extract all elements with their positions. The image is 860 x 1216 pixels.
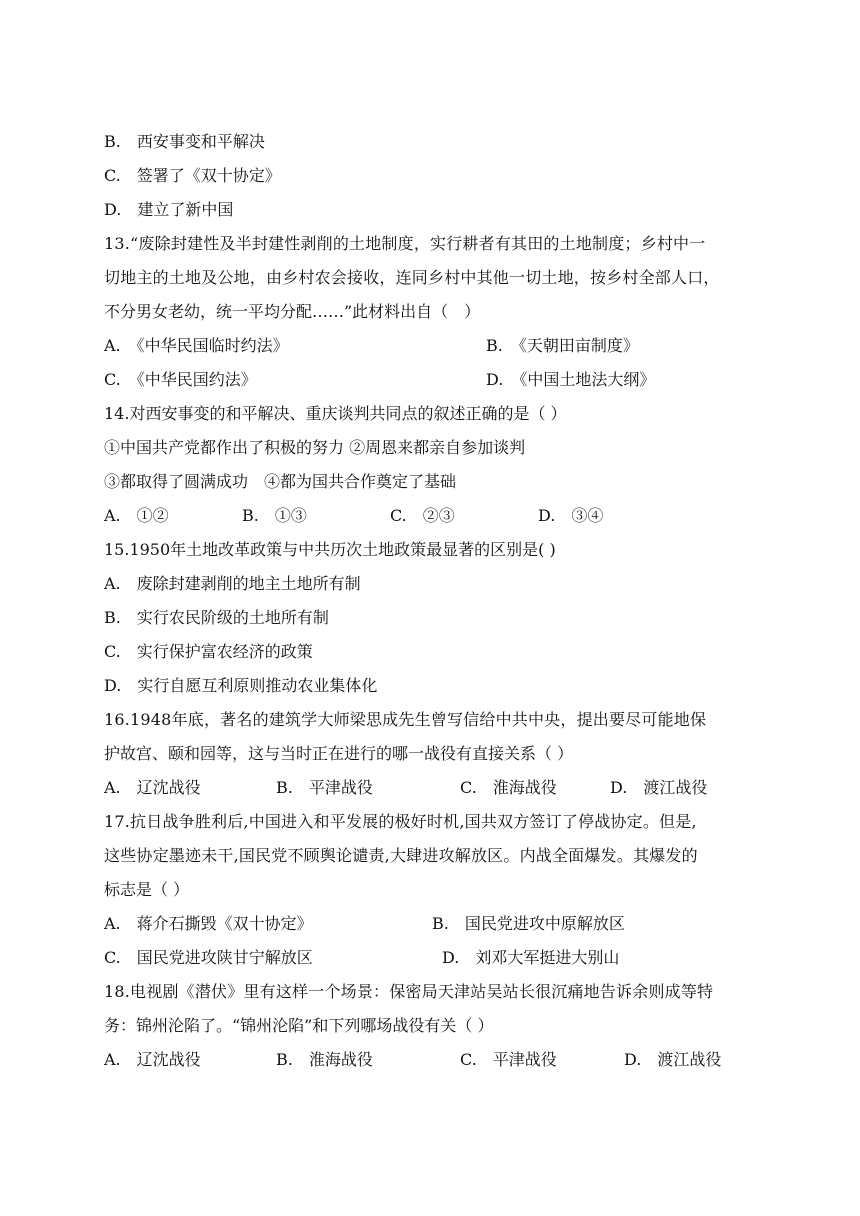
q14-statements-1: ①中国共产党都作出了积极的努力 ②周恩来都亲自参加谈判 [104,438,526,457]
q17-option-d: D. 刘邓大军挺进大别山 [442,948,620,967]
q14-option-d: D. ③④ [538,506,604,525]
q18-option-a: A. 辽沈战役 [104,1050,201,1069]
q18-option-d: D. 渡江战役 [624,1050,722,1069]
q15-option-c: C. 实行保护富农经济的政策 [104,642,313,661]
q13-option-b: B. 《天朝田亩制度》 [486,336,639,355]
q17-stem-line-2: 这些协定墨迹未干,国民党不顾舆论谴责,大肆进攻解放区。内战全面爆发。其爆发的 [104,846,698,865]
q15-option-b: B. 实行农民阶级的土地所有制 [104,608,329,627]
q16-option-d: D. 渡江战役 [610,778,708,797]
q15-stem: 15.1950年土地改革政策与中共历次土地政策最显著的区别是( ) [104,540,556,559]
q17-option-b: B. 国民党进攻中原解放区 [432,914,625,933]
q12-option-b: B. 西安事变和平解决 [104,132,265,151]
q14-option-b: B. ①③ [242,506,307,525]
q13-stem-line-1: 13.“废除封建性及半封建性剥削的土地制度，实行耕者有其田的土地制度；乡村中一 [104,234,706,253]
q18-option-b: B. 淮海战役 [276,1050,373,1069]
q13-stem-line-2: 切地主的土地及公地，由乡村农会接收，连同乡村中其他一切土地，按乡村全部人口， [104,268,720,287]
q17-stem-line-3: 标志是（ ） [104,880,190,899]
q13-option-d: D. 《中国土地法大纲》 [486,370,656,389]
q16-stem-line-1: 16.1948年底，著名的建筑学大师梁思成先生曾写信给中共中央，提出要尽可能地保 [104,710,707,729]
q14-option-a: A. ①② [104,506,169,525]
q16-stem-line-2: 护故宫、颐和园等，这与当时正在进行的哪一战役有直接关系（ ） [104,744,574,763]
q15-option-a: A. 废除封建剥削的地主土地所有制 [104,574,361,593]
q16-option-c: C. 淮海战役 [460,778,557,797]
q15-option-d: D. 实行自愿互利原则推动农业集体化 [104,676,378,695]
q14-stem: 14.对西安事变的和平解决、重庆谈判共同点的叙述正确的是（ ） [104,404,567,423]
q18-stem-line-1: 18.电视剧《潜伏》里有这样一个场景：保密局天津站吴站长很沉痛地告诉余则成等特 [104,982,714,1001]
q13-option-a: A. 《中华民国临时约法》 [104,336,289,355]
q12-option-c: C. 签署了《双十协定》 [104,166,281,185]
q18-stem-line-2: 务：锦州沦陷了。“锦州沦陷”和下列哪场战役有关（ ） [104,1016,494,1035]
q13-option-c: C. 《中华民国约法》 [104,370,257,389]
q16-option-a: A. 辽沈战役 [104,778,201,797]
q17-stem-line-1: 17.抗日战争胜利后,中国进入和平发展的极好时机,国共双方签订了停战协定。但是, [104,812,697,831]
q18-option-c: C. 平津战役 [460,1050,557,1069]
q12-option-d: D. 建立了新中国 [104,200,234,219]
q17-option-c: C. 国民党进攻陕甘宁解放区 [104,948,313,967]
q14-option-c: C. ②③ [390,506,455,525]
q17-option-a: A. 蒋介石撕毁《双十协定》 [104,914,313,933]
q14-statements-2: ③都取得了圆满成功 ④都为国共合作奠定了基础 [104,472,457,491]
q13-stem-line-3: 不分男女老幼，统一平均分配……”此材料出自（ ） [104,302,481,321]
q16-option-b: B. 平津战役 [276,778,373,797]
